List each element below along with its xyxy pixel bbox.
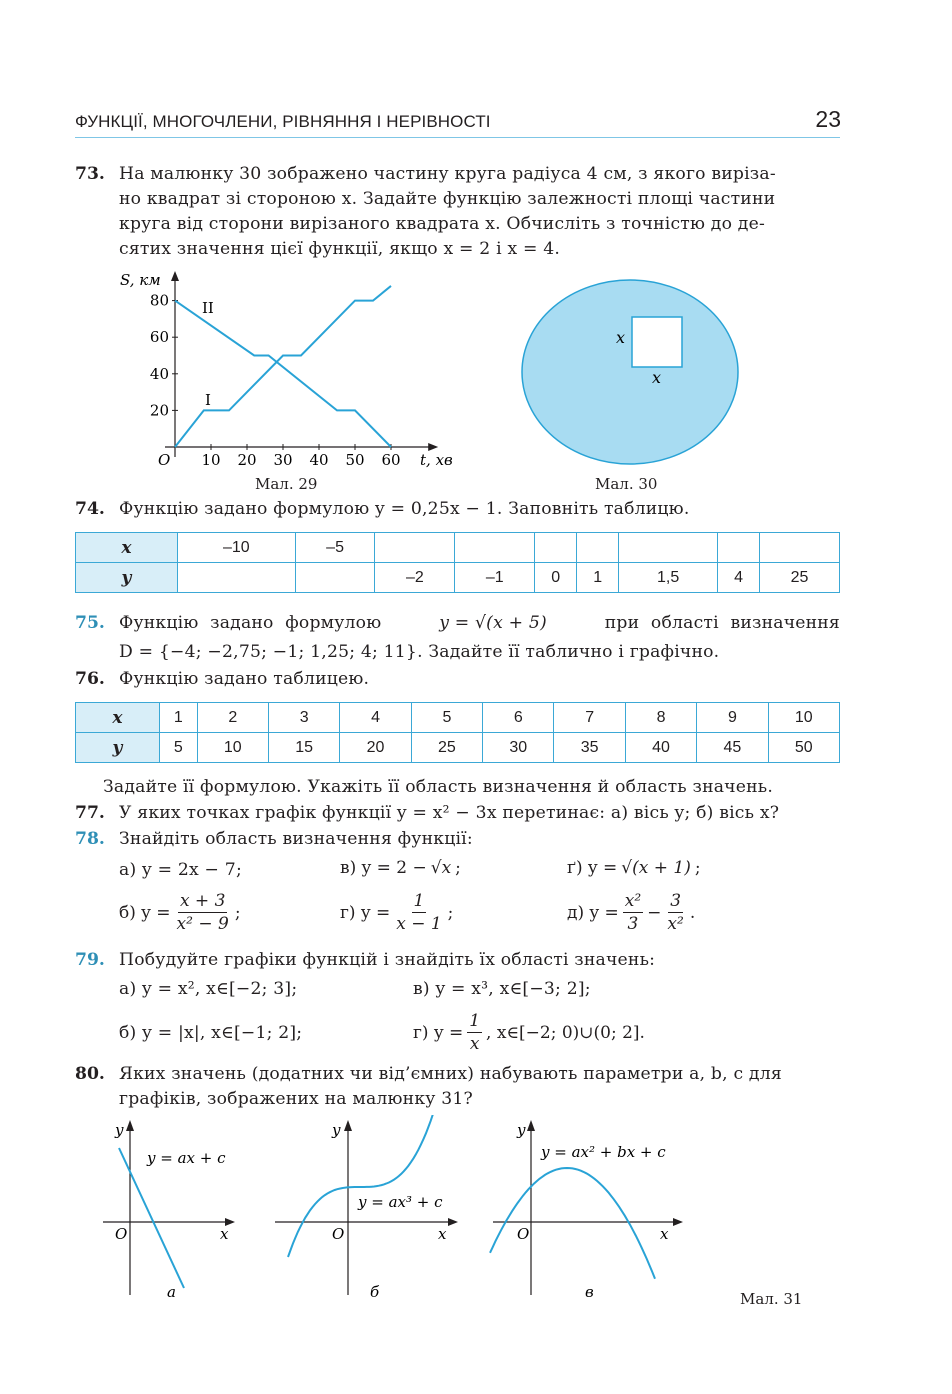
y-axis-arrow	[126, 1120, 134, 1131]
x-tick-label: 30	[273, 451, 293, 469]
figure-31-caption: Мал. 31	[740, 1290, 803, 1308]
semicolon: ;	[455, 858, 461, 878]
table-cell: 25	[411, 733, 482, 763]
figure-31b	[270, 1115, 470, 1305]
formula-label: y = ax³ + c	[358, 1193, 443, 1211]
table-cell: 40	[625, 733, 696, 763]
problem-77-number: 77.	[75, 803, 105, 823]
x-label: x	[220, 1225, 229, 1243]
formula-suffix: , x∈[−2; 0)∪(0; 2].	[486, 1022, 645, 1043]
table-cell	[718, 533, 760, 563]
x-tick-label: 40	[309, 451, 329, 469]
formula-prefix: г) y =	[413, 1022, 464, 1043]
table-row	[76, 533, 840, 563]
x-axis-label: t, хв	[420, 451, 453, 469]
problem-73-line-2: но квадрат зі стороною x. Задайте функцію залежності площі частини	[119, 189, 776, 209]
problem-78-g	[340, 890, 453, 935]
table-row	[76, 563, 840, 593]
square-side-left: x	[616, 328, 626, 347]
problem-75-text-b: при області визначення	[604, 613, 840, 633]
y-tick-label: 20	[149, 401, 169, 420]
table-cell	[375, 533, 455, 563]
table-cell	[455, 533, 535, 563]
table-cell: 5	[160, 733, 198, 763]
table-74	[75, 532, 840, 593]
table-cell: 20	[340, 733, 411, 763]
graph-label: б	[370, 1283, 380, 1301]
table-cell: 4	[340, 703, 411, 733]
fraction	[623, 890, 643, 935]
graph-label: в	[585, 1283, 594, 1301]
problem-76-after: Задайте її формулою. Укажіть її область визначення й область значень.	[103, 777, 773, 797]
table-cell: 45	[697, 733, 768, 763]
problem-73-number: 73.	[75, 164, 105, 184]
denominator: x²	[667, 914, 684, 934]
y-label: y	[332, 1121, 341, 1139]
table-cell: 1,5	[619, 563, 718, 593]
figure-31a	[95, 1115, 245, 1305]
y-label: y	[115, 1121, 124, 1139]
origin-label: O	[158, 451, 171, 469]
formula-prefix: г) y =	[340, 902, 391, 923]
table-cell: 6	[483, 703, 554, 733]
problem-78-a: а) y = 2x − 7;	[119, 860, 242, 880]
figure-30	[515, 275, 745, 475]
formula-label: y = ax² + bx + c	[541, 1143, 666, 1161]
table-cell	[295, 563, 375, 593]
table-cell: 5	[411, 703, 482, 733]
table-cell: 1	[160, 703, 198, 733]
problem-75-formula: y = √(x + 5)	[439, 613, 547, 633]
table-cell	[619, 533, 718, 563]
problem-77-text: У яких точках графік функції y = x² − 3x перетинає: а) вісь y; б) вісь x?	[119, 803, 780, 823]
table-cell: 30	[483, 733, 554, 763]
x-tick-label: 20	[237, 451, 257, 469]
numerator: 1	[469, 1011, 481, 1031]
formula-prefix: в) y = 2 −	[340, 858, 427, 878]
problem-75-line-1	[119, 611, 840, 636]
problem-80-line-1: Яких значень (додатних чи від’ємних) набувають параметри a, b, c для	[119, 1064, 782, 1084]
problem-76-text: Функцію задано таблицею.	[119, 669, 370, 689]
problem-78-text: Знайдіть область визначення функції:	[119, 829, 473, 849]
semicolon: ;	[447, 902, 454, 923]
running-header: ФУНКЦІЇ, МНОГОЧЛЕНИ, РІВНЯННЯ І НЕРІВНОСТІ	[75, 112, 491, 131]
period: .	[689, 902, 696, 923]
fraction	[467, 1010, 482, 1055]
fraction	[394, 890, 443, 935]
table-cell	[577, 533, 619, 563]
formula-root: √x	[430, 858, 452, 878]
problem-78-number: 78.	[75, 829, 105, 849]
problem-73-line-1: На малюнку 30 зображено частину круга радіуса 4 см, з якого виріза-	[119, 164, 776, 184]
page-number: 23	[815, 106, 841, 132]
problem-74-number: 74.	[75, 499, 105, 519]
table-cell: –2	[375, 563, 455, 593]
x-tick-label: 60	[381, 451, 401, 469]
problem-78-d	[567, 890, 695, 935]
circle	[522, 280, 738, 464]
table-cell: 3	[268, 703, 339, 733]
table-row	[76, 703, 840, 733]
table-cell: 2	[197, 703, 268, 733]
denominator: x² − 9	[176, 914, 229, 934]
row-header-x: x	[76, 703, 160, 733]
formula-prefix: д) y =	[567, 902, 619, 923]
header-rule	[75, 137, 840, 138]
problem-75-text-a: Функцію задано формулою	[119, 613, 382, 633]
series-line-II	[175, 301, 391, 447]
y-axis-arrow	[527, 1120, 535, 1131]
formula-prefix: ґ) y =	[567, 858, 618, 878]
numerator: 1	[413, 891, 425, 911]
problem-73-line-4: сятих значення цієї функції, якщо x = 2 і x = 4.	[119, 239, 561, 259]
table-cell: 7	[554, 703, 625, 733]
problem-75-number: 75.	[75, 613, 105, 633]
origin-label: O	[115, 1225, 128, 1243]
table-cell	[178, 563, 296, 593]
table-cell: 10	[197, 733, 268, 763]
problem-80-line-2: графіків, зображених на малюнку 31?	[119, 1089, 473, 1109]
table-cell: 9	[697, 703, 768, 733]
numerator: 3	[670, 891, 682, 911]
table-cell: 15	[268, 733, 339, 763]
fraction	[665, 890, 685, 935]
table-cell: –1	[455, 563, 535, 593]
semicolon: ;	[694, 858, 701, 878]
table-cell: 35	[554, 733, 625, 763]
x-axis-arrow	[428, 443, 438, 451]
y-axis-label: S, км	[120, 271, 161, 289]
line-label-I: I	[205, 391, 211, 409]
problem-78-g1	[567, 858, 701, 878]
table-cell: 50	[768, 733, 839, 763]
y-tick-label: 40	[149, 364, 169, 383]
problem-74-text: Функцію задано формулою y = 0,25x − 1. Заповніть таблицю.	[119, 499, 690, 519]
origin-label: O	[332, 1225, 345, 1243]
problem-75-line-2: D = {−4; −2,75; −1; 1,25; 4; 11}. Задайте її таблично і графічно.	[119, 642, 720, 662]
square-side-bottom: x	[652, 368, 662, 387]
denominator: 3	[627, 914, 639, 934]
graph-line	[119, 1148, 184, 1288]
formula-prefix: б) y =	[119, 902, 171, 923]
graph-curve	[490, 1168, 655, 1279]
x-tick-label: 50	[345, 451, 365, 469]
denominator: x − 1	[396, 914, 442, 934]
y-axis-arrow	[344, 1120, 352, 1131]
table-cell: 25	[760, 563, 840, 593]
x-axis-arrow	[448, 1218, 458, 1226]
figure-30-caption: Мал. 30	[595, 475, 658, 493]
row-header-y: y	[76, 733, 160, 763]
table-cell: –5	[295, 533, 375, 563]
y-label: y	[517, 1121, 526, 1139]
numerator: x + 3	[179, 891, 226, 911]
row-header-y: y	[76, 563, 178, 593]
table-cell: –10	[178, 533, 296, 563]
row-header-x: x	[76, 533, 178, 563]
problem-73-line-3: круга від сторони вирізаного квадрата x. Обчисліть з точністю до де-	[119, 214, 765, 234]
numerator: x²	[624, 891, 642, 911]
denominator: x	[469, 1034, 480, 1054]
table-cell: 10	[768, 703, 839, 733]
cut-square	[632, 317, 682, 367]
figure-31c	[485, 1115, 700, 1305]
problem-79-v: в) y = x³, x∈[−3; 2];	[413, 979, 591, 999]
table-cell: 0	[535, 563, 577, 593]
x-label: x	[660, 1225, 669, 1243]
figure-29-caption: Мал. 29	[255, 475, 318, 493]
table-cell	[535, 533, 577, 563]
table-row	[76, 733, 840, 763]
problem-79-text: Побудуйте графіки функцій і знайдіть їх області значень:	[119, 950, 656, 970]
problem-79-b: б) y = |x|, x∈[−1; 2];	[119, 1023, 303, 1043]
x-axis-arrow	[673, 1218, 683, 1226]
problem-76-number: 76.	[75, 669, 105, 689]
fraction	[175, 890, 231, 935]
x-label: x	[438, 1225, 447, 1243]
line-label-II: II	[202, 299, 214, 317]
problem-80-number: 80.	[75, 1064, 105, 1084]
graph-label: а	[167, 1283, 176, 1301]
figure-29-chart	[110, 265, 480, 475]
problem-79-a: а) y = x², x∈[−2; 3];	[119, 979, 298, 999]
y-tick-label: 80	[149, 291, 169, 310]
table-cell: 4	[718, 563, 760, 593]
y-tick-label: 60	[149, 328, 169, 347]
formula-label: y = ax + c	[147, 1149, 226, 1167]
origin-label: O	[517, 1225, 530, 1243]
minus-sign: −	[647, 902, 662, 923]
y-axis-arrow	[171, 271, 179, 281]
problem-79-g	[413, 1010, 645, 1055]
formula-root: √(x + 1)	[621, 858, 691, 878]
table-76	[75, 702, 840, 763]
problem-79-number: 79.	[75, 950, 105, 970]
table-cell	[760, 533, 840, 563]
problem-78-v	[340, 858, 461, 878]
table-cell: 1	[577, 563, 619, 593]
graph-curve	[288, 1115, 436, 1257]
problem-78-b	[119, 890, 241, 935]
table-cell: 8	[625, 703, 696, 733]
x-tick-label: 10	[201, 451, 221, 469]
semicolon: ;	[234, 902, 241, 923]
